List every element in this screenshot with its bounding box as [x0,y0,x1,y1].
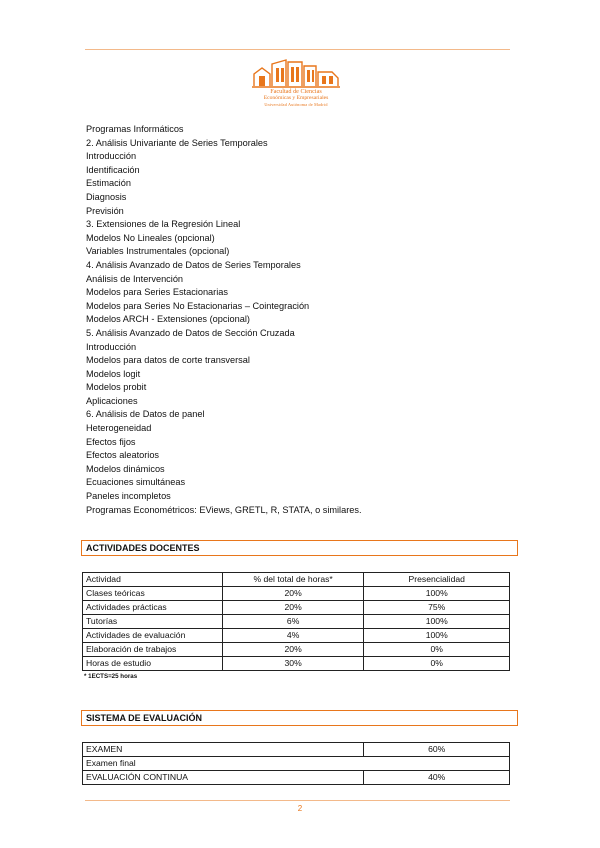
contents-line: Modelos logit [86,368,141,379]
table-row [83,643,510,657]
table-row [83,743,510,757]
table-cell: Elaboración de trabajos [83,643,223,657]
table-cell: 4% [222,629,364,643]
table-cell: Clases teóricas [83,587,223,601]
contents-line: Modelos para Series Estacionarias [86,287,228,298]
contents-line: 4. Análisis Avanzado de Datos de Series Temporales [86,259,301,270]
table-cell: 20% [222,601,364,615]
table-cell: 60% [364,743,510,757]
table-row [83,757,510,771]
contents-line: Paneles incompletos [86,491,171,502]
footer-rule [85,800,510,801]
table-cell: 30% [222,657,364,671]
contents-line: Análisis de Intervención [86,273,184,284]
table-cell: Tutorías [83,615,223,629]
contents-line: Identificación [86,164,140,175]
contents-line: Introducción [86,341,137,352]
contents-line: Diagnosis [86,191,127,202]
contents-line: 2. Análisis Univariante de Series Temporales [86,137,268,148]
contents-line: Modelos para datos de corte transversal [86,355,250,366]
table-row [83,615,510,629]
page-number: 2 [297,804,303,813]
table-header-cell: Actividad [83,573,223,587]
contents-line: Efectos aleatorios [86,450,160,461]
table-row [83,601,510,615]
table-cell: 6% [222,615,364,629]
contents-line: 5. Análisis Avanzado de Datos de Sección Cruzada [86,327,295,338]
table-header-cell: Presencialidad [364,573,510,587]
contents-line: Modelos probit [86,382,147,393]
evaluation-table [82,742,510,785]
contents-line: 6. Análisis de Datos de panel [86,409,205,420]
contents-line: Modelos No Lineales (opcional) [86,232,215,243]
evaluation-section-title: SISTEMA DE EVALUACIÓN [86,713,203,723]
table-cell: 0% [364,643,510,657]
contents-line: Heterogeneidad [86,423,152,434]
contents-line: Modelos ARCH - Extensiones (opcional) [86,314,250,325]
activities-table [82,572,510,671]
contents-line: Previsión [86,205,124,216]
table-header-cell: % del total de horas* [222,573,364,587]
evaluation-section-header [81,710,518,726]
contents-line: Variables Instrumentales (opcional) [86,246,230,257]
contents-list [86,123,526,517]
table-cell: 100% [364,587,510,601]
contents-line: Estimación [86,178,131,189]
contents-line: Ecuaciones simultáneas [86,477,186,488]
contents-line: Efectos fijos [86,436,136,447]
contents-line: Programas Informáticos [86,124,184,134]
table-row [83,771,510,785]
table-cell: Horas de estudio [83,657,223,671]
table-row [83,587,510,601]
table-cell: 100% [364,629,510,643]
logo-line-1: Facultad de Ciencias [270,88,322,95]
table-cell: Actividades prácticas [83,601,223,615]
table-cell: EVALUACIÓN CONTINUA [83,771,364,785]
table-row [83,657,510,671]
table-cell: 75% [364,601,510,615]
table-header-row [83,573,510,587]
faculty-logo [252,58,340,116]
table-cell: Actividades de evaluación [83,629,223,643]
activities-section-header [81,540,518,556]
table-cell: Examen final [83,757,510,771]
contents-line: Introducción [86,151,137,162]
contents-line: Aplicaciones [86,395,138,406]
contents-line: Modelos dinámicos [86,463,165,474]
table-row [83,629,510,643]
logo-line-2: Económicas y Empresariales [263,95,329,101]
table-cell: 20% [222,643,364,657]
table-cell: EXAMEN [83,743,364,757]
logo-line-3: Universidad Autónoma de Madrid [264,102,328,107]
contents-line: Modelos para Series No Estacionarias – Cointegración [86,300,310,311]
table-cell: 100% [364,615,510,629]
contents-line: Programas Econométricos: EViews, GRETL, R, STATA, o similares. [86,504,362,515]
table-cell: 40% [364,771,510,785]
contents-line: 3. Extensiones de la Regresión Lineal [86,219,241,230]
table-cell: 0% [364,657,510,671]
header-rule [85,49,510,50]
activities-section-title: ACTIVIDADES DOCENTES [86,543,200,553]
building-icon [252,58,340,88]
table-cell: 20% [222,587,364,601]
ects-note: * 1ECTS=25 horas [84,673,138,680]
